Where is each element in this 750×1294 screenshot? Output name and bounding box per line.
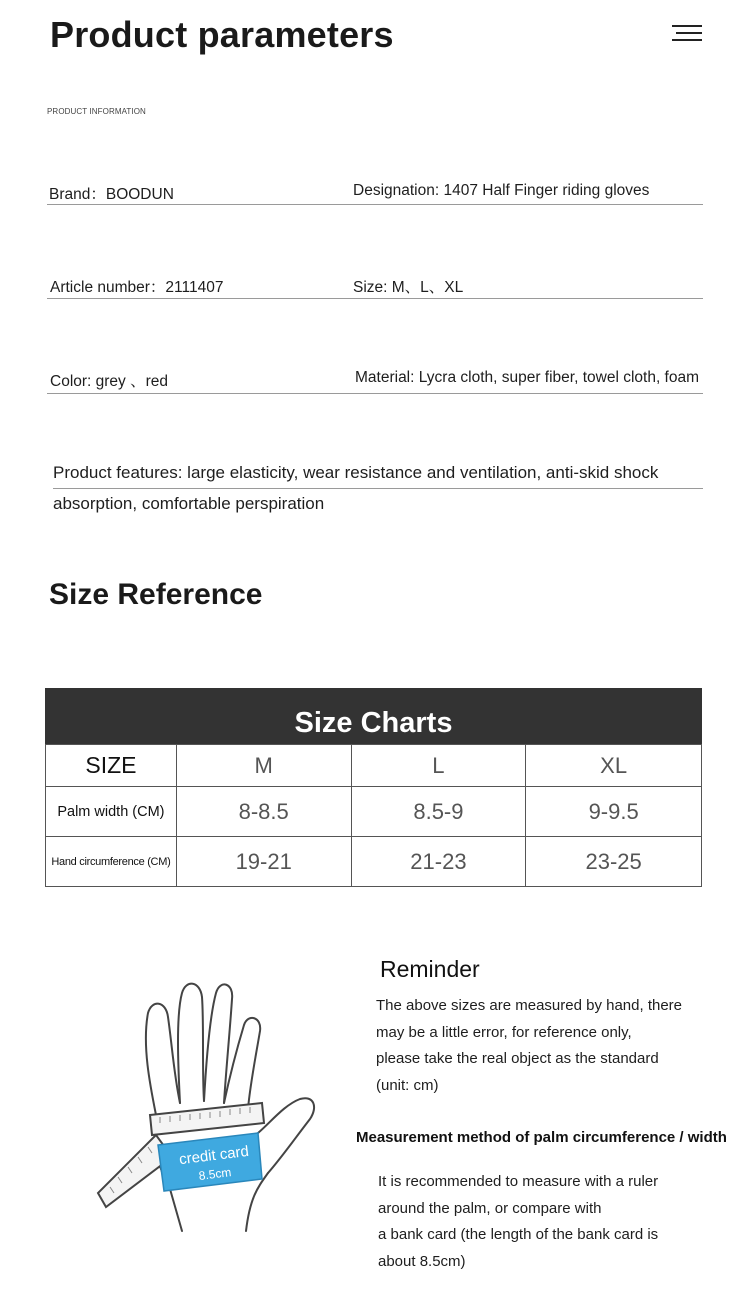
table-cell: 21-23 [351, 837, 526, 887]
param-features: Product features: large elasticity, wear resistance and ventilation, anti-skid shock absorption, comfortable perspiration [53, 463, 659, 513]
table-row [46, 745, 702, 787]
size-table [45, 744, 702, 887]
table-cell: 23-25 [526, 837, 702, 887]
method-line: about 8.5cm) [378, 1253, 466, 1270]
table-row [46, 787, 702, 837]
table-row [46, 837, 702, 887]
table-header-cell: M [176, 745, 351, 787]
divider [47, 298, 703, 299]
hand-measurement-illustration [90, 975, 330, 1235]
method-line: It is recommended to measure with a ruler [378, 1173, 659, 1190]
table-cell: 9-9.5 [526, 787, 702, 837]
param-designation: Designation: 1407 Half Finger riding gloves [353, 182, 650, 199]
param-article-number: Article number：2111407 [50, 279, 224, 296]
credit-card-size: 8.5cm [197, 1165, 233, 1183]
table-header-cell: SIZE [46, 745, 177, 787]
table-cell: 8-8.5 [176, 787, 351, 837]
reminder-line: (unit: cm) [376, 1077, 439, 1094]
table-cell: 8.5-9 [351, 787, 526, 837]
credit-card-label: credit card [178, 1142, 250, 1169]
param-size: Size: M、L、XL [353, 279, 464, 296]
table-cell: 19-21 [176, 837, 351, 887]
reminder-line: please take the real object as the standard [376, 1050, 659, 1067]
reminder-line: may be a little error, for reference only, [376, 1024, 632, 1041]
table-header-cell: L [351, 745, 526, 787]
table-row-label: Hand circumference (CM) [46, 837, 177, 887]
page-title: Product parameters [50, 14, 394, 55]
reminder-title: Reminder [380, 956, 480, 982]
method-line: around the palm, or compare with [378, 1200, 602, 1217]
section-subtitle: PRODUCT INFORMATION [47, 107, 146, 116]
hand-icon [90, 975, 330, 1235]
divider [47, 204, 703, 205]
param-color: Color: grey 、red [50, 373, 169, 390]
size-chart [45, 688, 702, 887]
size-reference-heading: Size Reference [49, 578, 263, 611]
menu-icon[interactable] [672, 25, 704, 45]
divider [53, 488, 703, 489]
param-brand: Brand：BOODUN [49, 186, 174, 203]
table-header-cell: XL [526, 745, 702, 787]
table-row-label: Palm width (CM) [46, 787, 177, 837]
divider [47, 393, 703, 394]
method-line: a bank card (the length of the bank card is [378, 1226, 659, 1243]
chart-title: Size Charts [294, 707, 453, 739]
param-material: Material: Lycra cloth, super fiber, towel cloth, foam [355, 369, 700, 386]
reminder-line: The above sizes are measured by hand, there [376, 997, 683, 1014]
measurement-method-title: Measurement method of palm circumference / width [356, 1129, 727, 1146]
